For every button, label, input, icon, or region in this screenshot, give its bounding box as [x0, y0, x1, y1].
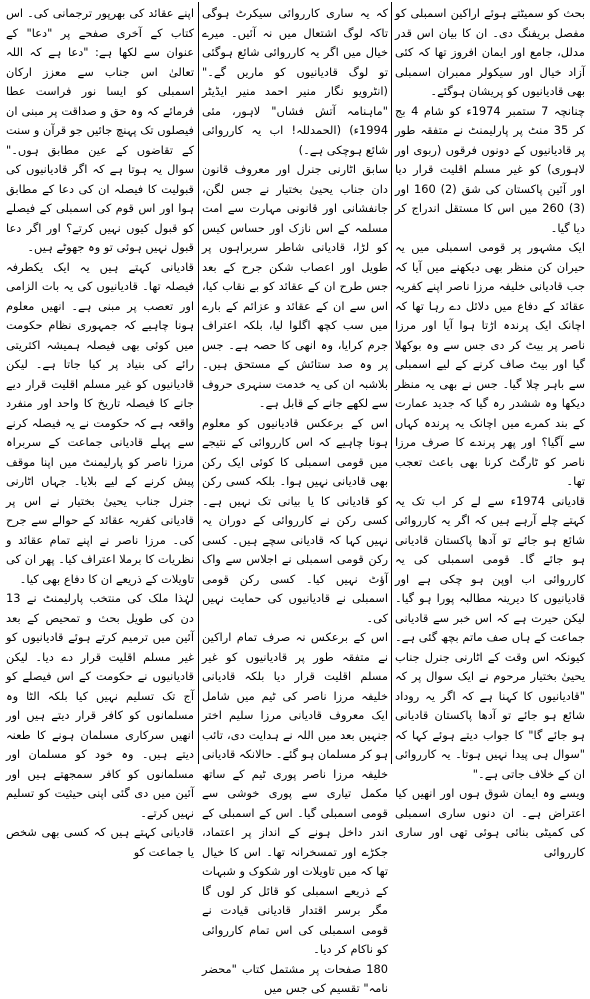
article-column-left: [6, 4, 194, 859]
paragraph: اپنے عقائد کی بھرپور ترجمانی کی۔ اس کتاب کے آخری صفحے پر "دعا" کے عنوان سے لکھا ہے: "دعا ہے کہ اللہ تعالیٰ اس جناب سے معزز ارکان اسمبلی کو ایسا نور فراست عطا فرمائے کہ وہ حق و صداقت پر مبنی ان فیصلوں تک پہنچ جائیں جو قرآن و سنت کے تقاضوں کے عین مطابق ہوں۔" سوال یہ ہوتا ہے کہ اگر قادیانیوں کی قبولیت کا فیصلہ ان کی دعا کے مطابق ہوا اور اس قوم کی اسمبلی کے فیصلے کو قبول کیوں نہیں کرتے؟ اور اگر دعا قبول نہیں ہوئی تو وہ جھوٹے ہیں۔: [6, 6, 194, 254]
paragraph: چنانچہ 7 ستمبر 1974ء کو شام 4 بج کر 35 منٹ پر پارلیمنٹ نے متفقہ طور پر قادیانیوں کے دونوں فرقوں (ربوی اور لاہوری) کو غیر مسلم اقلیت قرار دیا اور آئین پاکستان کی شق (2) 160 اور (3) 260 میں اس کا مستقل اندراج کر دیا گیا۔: [395, 103, 585, 235]
paragraph: قادیانی کہتے ہیں یہ ایک یکطرفہ فیصلہ تھا۔ قادیانیوں کی یہ بات الزامی اور تعصب پر مبنی ہے۔ انھیں معلوم ہونا چاہیے کہ جمہوری نظام حکومت میں کوئی بھی فیصلہ ہمیشہ اکثریتی رائے کی بنیاد پر کیا جاتا ہے۔ لیکن قادیانیوں کو غیر مسلم اقلیت قرار دیے جانے کا فیصلہ تاریخ کا واحد اور منفرد واقعہ ہے کہ حکومت نے یہ فیصلہ کرنے سے پہلے قادیانی جماعت کے سربراہ مرزا ناصر کو پارلیمنٹ میں اپنا موقف پیش کرنے کے لیے بلایا۔ جہاں اٹارنی جنرل جناب یحییٰ بختیار نے اس پر قادیانی کفریہ عقائد کے حوالے سے جرح کی۔ مرزا ناصر نے اپنے تمام عقائد و نظریات کا برملا اعتراف کیا۔ پھر ان کی تاویلات کے ذریعے ان کا دفاع بھی کیا۔: [6, 259, 194, 586]
article-column-middle: [202, 4, 388, 995]
paragraph: لہٰذا ملک کی منتخب پارلیمنٹ نے 13 دن کی طویل بحث و تمحیص کے بعد آئین میں ترمیم کرتے ہوئے قادیانیوں کو غیر مسلم اقلیت قرار دے دیا۔ لیکن قادیانیوں نے حکومت کے اس فیصلے کو آج تک تسلیم نہیں کیا بلکہ الٹا وہ مسلمانوں کو کافر قرار دیتے ہیں اور انھیں سرکاری مسلمان ہونے کا طعنہ دیتے ہیں۔ وہ خود کو مسلمان اور مسلمانوں کو کافر سمجھتے ہیں اور آئین میں دی گئی اپنی حیثیت کو تسلیم نہیں کرتے۔: [6, 591, 194, 820]
column-divider: [198, 2, 199, 764]
paragraph: کہ یہ ساری کارروائی سیکرٹ ہوگی تاکہ لوگ اشتعال میں نہ آئیں۔ میرے خیال میں اگر یہ کارروائی شائع ہوگئی تو لوگ قادیانیوں کو ماریں گے۔" (انٹرویو نگار منیر احمد منیر ایڈیٹر "ماہنامہ آتش فشاں" لاہور، مئی 1994ء) (الحمدللہ! اب یہ کارروائی شائع ہوچکی ہے۔): [202, 6, 388, 157]
paragraph: ویسے وہ ایمان شوق ہوں اور انھیں کیا اعتراض ہے۔ ان دنوں ساری اسمبلی کی کمیٹی بنائی ہوئی تھی اور ساری کارروائی: [395, 786, 585, 859]
paragraph: اس کے برعکس نہ صرف تمام اراکین نے متفقہ طور پر قادیانیوں کو غیر مسلم اقلیت قرار دیا بلکہ قادیانی خلیفہ مرزا ناصر کی ٹیم میں شامل ایک معروف قادیانی مرزا سلیم اختر جنہیں بعد میں اللہ نے ہدایت دی، تائب ہو کر مسلمان ہو گئے۔ حالانکہ قادیانی خلیفہ مرزا ناصر پوری ٹیم کے ساتھ مکمل تیاری سے پوری خوشی سے قومی اسمبلی گیا۔ اس کے اسمبلی کے اندر داخل ہونے کے انداز پر اعتماد، جکڑے اور تمسخرانہ تھا۔ اس کا خیال تھا کہ میں تاویلات اور شکوک و شبہات کے ذریعے اسمبلی کو قائل کر لوں گا مگر برسر اقتدار قادیانی قیادت نے قومی اسمبلی کی اس تمام کارروائی کو ناکام کر دیا۔: [202, 630, 388, 956]
paragraph: اس کے برعکس قادیانیوں کو معلوم ہونا چاہیے کہ اس کارروائی کے نتیجے میں قومی اسمبلی کا کوئی ایک رکن بھی قادیانی نہیں ہوا۔ بلکہ کسی رکن کو قادیانی کا یا بیانی تک نہیں ہے۔ کسی رکن نے کارروائی کے دوران یہ نہیں کہا کہ قادیانی سچے ہیں۔ کسی رکن قومی اسمبلی نے اجلاس سے واک آؤٹ نہیں کیا۔ کسی رکن قومی اسمبلی نے قادیانیوں کی حمایت نہیں کی۔: [202, 415, 388, 625]
article-column-right: [395, 4, 586, 859]
paragraph: سابق اٹارنی جنرل اور معروف قانون دان جناب یحییٰ بختیار نے جس لگن، جانفشانی اور قانونی مہارت سے امت مسلمہ کے اس نازک اور حساس کیس کو لڑا، قادیانی شاطر سربراہوں پر طویل اور اعصاب شکن جرح کے بعد جس طرح ان کے عقائد کو بے نقاب کیا، اس سے ان کے عقائد و عزائم کے بارے میں سب کچھ اگلوا لیا، بلکہ اعتراف جرم کرایا، وہ انھی کا حصہ ہے۔ جس پر وہ صد ستائش کے مستحق ہیں۔ بلاشبہ ان کی یہ خدمت سنہری حروف سے لکھے جانے کے قابل ہے۔: [202, 162, 388, 410]
column-divider: [391, 2, 392, 764]
paragraph: بحث کو سمیٹتے ہوئے اراکین اسمبلی کو مفصل بریفنگ دی۔ ان کا بیان اس قدر مدلل، جامع اور ایمان افروز تھا کہ کئی آزاد خیال اور سیکولر ممبران اسمبلی بھی قادیانیوں کو پریشان ہوگئے۔: [395, 6, 585, 98]
paragraph: 180 صفحات پر مشتمل کتاب "محضر نامہ" تقسیم کی جس میں: [202, 961, 388, 995]
paragraph: ایک مشہور پر قومی اسمبلی میں یہ حیران کن منظر بھی دیکھنے میں آیا کہ جب قادیانی خلیفہ مرزا ناصر اپنے کفریہ عقائد کے دفاع میں دلائل دے رہا تھا کہ اچانک ایک پرندہ اڑتا ہوا آیا اور مرزا ناصر پر بیٹ کر دی جس سے وہ بوکھلا گیا اور بیٹ صاف کرنے کے لیے اسمبلی سے باہر چلا گیا۔ جس نے بھی یہ منظر دیکھا وہ ششدر رہ گیا کہ جدید عمارت کے بند کمرے میں اچانک یہ پرندہ کہاں سے آگیا؟ اور پھر پرندے کا صرف مرزا ناصر کو ٹارگٹ کرنا بھی باعث تعجب تھا۔: [395, 240, 585, 488]
paragraph: قادیانی 1974ء سے لے کر اب تک یہ کہتے چلے آرہے ہیں کہ اگر یہ کارروائی شائع ہو جائے تو آدھا پاکستان قادیانی ہو جائے گا۔ قومی اسمبلی کی یہ کارروائی اب اوپن ہو چکی ہے اور قادیانیوں کا دیرینہ مطالبہ پورا ہو گیا۔ لیکن حیرت ہے کہ اس خبر سے قادیانی جماعت کے ہاں صف ماتم بچھ گئی ہے۔ کیونکہ اس وقت کے اٹارنی جنرل جناب یحییٰ بختیار مرحوم نے ایک سوال پر کہ "قادیانیوں کا کہنا ہے کہ اگر یہ روداد شائع ہو جائے تو آدھا پاکستان قادیانی ہو جائے گا" کا جواب دیتے ہوئے کہا کہ "سوال ہی پیدا نہیں ہوتا۔ یہ کارروائی ان کے خلاف جاتی ہے۔": [395, 493, 586, 781]
paragraph: قادیانی کہتے ہیں کہ کسی بھی شخص یا جماعت کو: [6, 825, 194, 859]
